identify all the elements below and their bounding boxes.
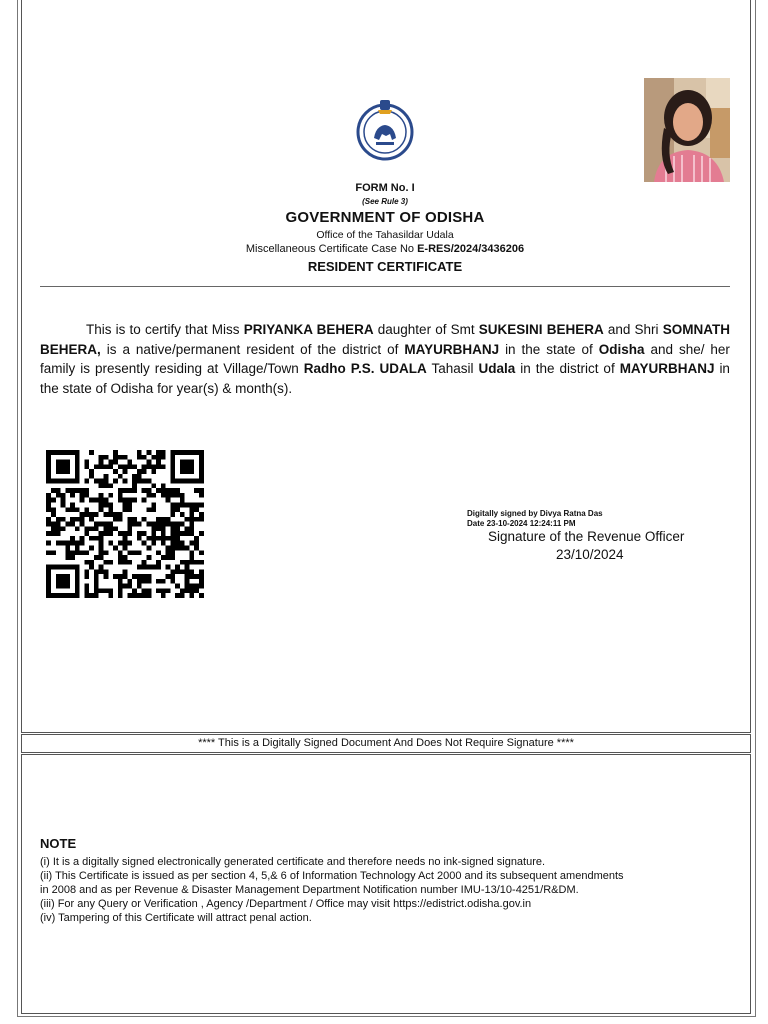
digital-signature-banner: **** This is a Digitally Signed Document And Does Not Require Signature ****: [198, 737, 574, 749]
see-rule: (See Rule 3): [362, 197, 408, 206]
outer-border-bottom: [17, 1016, 756, 1017]
government-title: GOVERNMENT OF ODISHA: [285, 209, 485, 226]
body-text-9: in the state of Odisha for year(s) & month(s).: [40, 361, 730, 396]
sign-date: Date 23-10-2024 12:24:11 PM: [467, 519, 576, 528]
case-number-line: [160, 243, 610, 255]
district-name-2: MAYURBHANJ: [619, 361, 715, 376]
case-number: E-RES/2024/3436206: [417, 243, 525, 255]
applicant-name: PRIYANKA BEHERA: [243, 322, 374, 337]
body-text-3: and Shri: [607, 322, 659, 337]
mother-name: SUKESINI BEHERA: [478, 322, 604, 337]
note-item: (ii) This Certificate is issued as per section 4, 5,& 6 of Information Technology Act 2000 and its subsequent amendments: [40, 870, 624, 882]
body-text-1: This is to certify that Miss: [86, 322, 240, 337]
certificate-title: RESIDENT CERTIFICATE: [307, 259, 463, 274]
outer-border-left: [17, 0, 18, 1016]
digitally-signed-by: Digitally signed by Divya Ratna Das: [467, 509, 603, 518]
body-text-6: and she/ her family is presently residing at Village/Town: [40, 341, 730, 376]
odisha-emblem-icon: [352, 96, 418, 162]
state-name: Odisha: [598, 341, 645, 357]
note-list: [40, 855, 740, 925]
form-number: FORM No. I: [355, 182, 415, 194]
outer-border-right: [755, 0, 756, 1016]
signature-label: Signature of the Revenue Officer: [488, 529, 685, 544]
signature-date: 23/10/2024: [556, 547, 624, 562]
note-item: (iv) Tampering of this Certificate will attract penal action.: [40, 912, 312, 924]
note-item: (iii) For any Query or Verification , Agency /Department / Office may visit https://edistrict.odisha.gov.in: [40, 898, 532, 910]
certificate-body: [40, 320, 730, 398]
tahasil-name: Udala: [478, 361, 516, 376]
case-prefix: Miscellaneous Certificate Case No: [245, 243, 415, 255]
digital-signature-info: [467, 509, 603, 529]
office-name: Office of the Tahasildar Udala: [316, 229, 454, 241]
village-name: Radho P.S. UDALA: [303, 361, 427, 376]
note-item: (i) It is a digitally signed electronically generated certificate and therefore needs no ink-signed signature.: [40, 856, 546, 868]
note-title: NOTE: [40, 836, 77, 851]
applicant-photo: [644, 78, 730, 182]
body-text-7: Tahasil: [431, 361, 474, 376]
body-text-5: in the state of: [505, 341, 593, 357]
body-text-4: is a native/permanent resident of the district of: [106, 341, 399, 357]
district-name: MAYURBHANJ: [404, 341, 500, 357]
qr-code-icon[interactable]: [45, 450, 205, 598]
body-text-2: daughter of Smt: [377, 322, 475, 337]
father-name: SOMNATH BEHERA,: [40, 322, 730, 357]
note-item: in 2008 and as per Revenue & Disaster Management Department Notification number IMU-13/10-4251/R&DM.: [40, 884, 579, 896]
body-text-8: in the district of: [520, 361, 615, 376]
header-divider: [40, 286, 730, 287]
